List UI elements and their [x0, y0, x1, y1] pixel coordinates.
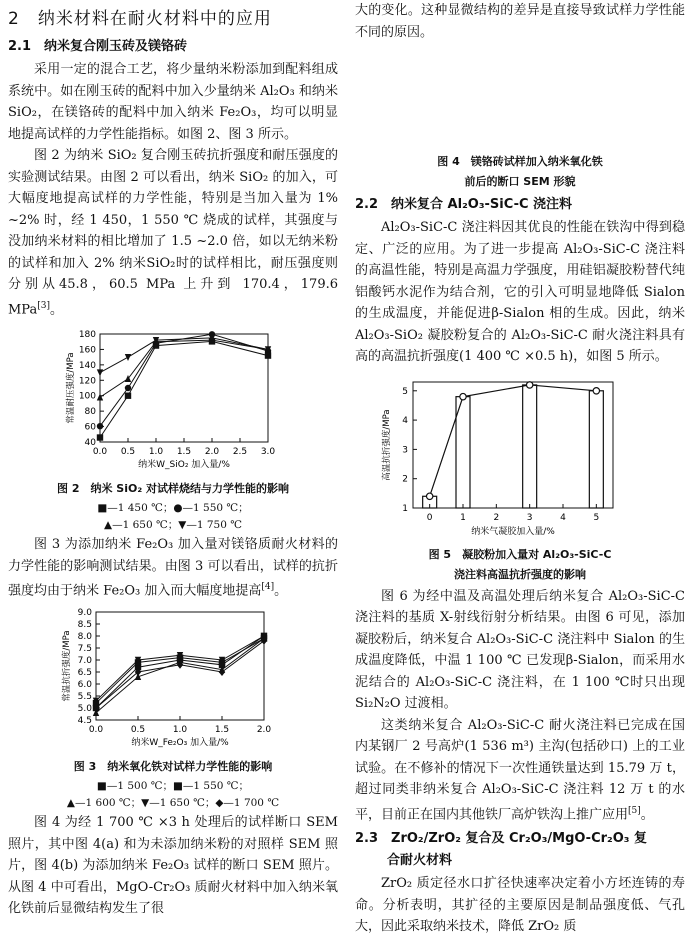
paragraph-8: 这类纳米复合 Al₂O₃-SiC-C 耐火浇注料已完成在国内某钢厂 2 号高炉(1 536 m³) 主沟(包括砂口) 上的工业试验。在不修补的情况下一次性通铁量达到 15.79 万 t，超过同类非纳米复合 Al₂O₃-SiC-C 浇注料 12 万 t 的水平，目前正在国内其他铁厂高炉铁沟上推广应用[5]。: [355, 717, 685, 822]
y-tick-label: 4.5: [77, 716, 92, 727]
paragraph-6: Al₂O₃-SiC-C 浇注料因其优良的性能在铁沟中得到稳定、广泛的应用。为了进一步提高 Al₂O₃-SiC-C 浇注料的高温性能，特别是高温力学强度，用硅铝凝胶粉替代纯铝酸钙水泥作为结合剂，它的引入可明显地降低 Sialon 的生成温度，并能促进β-Sialon 相的生成。因此，纳米 Al₂O₃-SiO₂ 凝胶粉复合的 Al₂O₃-SiC-C 耐火浇注料具有高的高温抗折强度(1 400 ℃ ×0.5 h)，如图 5 所示。: [355, 220, 685, 364]
x-tick-label: 0.0: [92, 447, 108, 458]
figure-4-caption-line1: 图 4 镁铬砖试样加入纳米氧化铁: [437, 155, 603, 168]
right-column: [355, 0, 685, 938]
figure-5-chart: [355, 374, 685, 544]
series-0: [93, 633, 267, 711]
y-axis-label: 高温抗折强度/MPa: [382, 408, 392, 481]
paragraph-4: 图 4 为经 1 700 ℃ ×3 h 处理后的试样断口 SEM 照片，其中图 4(a) 和为未添加纳米粉的对照样 SEM 照片，图 4(b) 为添加纳米 Fe₂O₃ 试样的断口 SEM 照片。从图 4 中可看出，MgO-Cr₂O₃ 质耐火材料中加入纳米氧化铁前后显微结构发生了很: [8, 815, 338, 917]
figure-3-caption: 图 3 纳米氧化铁对试样力学性能的影响: [73, 760, 273, 774]
series-2: [93, 635, 267, 716]
x-tick-label: 2.5: [232, 447, 248, 458]
y-axis-label: 常温抗折强度/MPa: [62, 630, 72, 702]
figure-2-legend-line1: ■—1 450 ℃；●—1 550 ℃；: [97, 502, 249, 515]
y-tick-label: 40: [84, 438, 96, 449]
data-point: [97, 370, 103, 377]
bar: [589, 390, 603, 507]
figure-2-legend-line2: ▲—1 650 ℃；▼—1 750 ℃: [104, 519, 242, 532]
paragraph-2: 图 2 为纳米 SiO₂ 复合刚玉砖抗折强度和耐压强度的实验测试结果。由图 2 可以看出，纳米 SiO₂ 的加入，可大幅度地提高试样的力学性能，特别是当加入量为 1% ~2% 时，经 1 450，1 550 ℃ 烧成的试样，其强度与没加纳米材料的相比增加了 1.5 ~2.0 倍，如以无纳米粉的试样和加入 2% 纳米SiO₂时的试样相比，耐压强度则分别从45.8，60.5 MPa 上升到 170.4，179.6 MPa[3]。: [8, 148, 338, 317]
data-point: [125, 393, 131, 399]
x-tick-label: 3: [526, 512, 533, 523]
figure-3-chart: [8, 606, 338, 756]
y-tick-label: 2: [402, 474, 408, 485]
reference-3[interactable]: [3]: [37, 300, 50, 311]
y-tick-label: 80: [84, 407, 96, 418]
x-tick-label: 2.0: [204, 447, 220, 458]
series-2: [97, 337, 271, 401]
y-tick-label: 140: [78, 361, 96, 372]
figure-2-chart: [8, 328, 338, 478]
y-tick-label: 8.0: [77, 632, 92, 643]
subsection-heading-2-1: 2.1 纳米复合刚玉砖及镁铬砖: [8, 39, 188, 54]
subsection-heading-2-3-line1: 2.3 ZrO₂/ZrO₂ 复合及 Cr₂O₃/MgO-Cr₂O₃ 复: [355, 831, 647, 847]
section-heading: 2 纳米材料在耐火材料中的应用: [8, 9, 272, 29]
figure-2-caption: 图 2 纳米 SiO₂ 对试样烧结与力学性能的影响: [56, 482, 289, 496]
data-point: [460, 393, 466, 399]
figure-5-caption-line2: 浇注料高温抗折强度的影响: [454, 567, 586, 581]
y-tick-label: 120: [78, 376, 96, 387]
x-axis-label: 纳米气凝胶加入量/%: [471, 526, 555, 537]
series-0: [97, 339, 271, 442]
x-tick-label: 0.5: [130, 725, 146, 736]
bar: [523, 384, 537, 507]
x-tick-label: 1.5: [214, 725, 230, 736]
x-tick-label: 0.5: [120, 447, 136, 458]
y-tick-label: 5.0: [77, 704, 92, 715]
x-tick-label: 2.0: [256, 725, 272, 736]
y-tick-label: 6.5: [77, 668, 92, 679]
x-tick-label: 5: [593, 512, 600, 523]
series-4: [93, 637, 267, 712]
x-tick-label: 1.0: [148, 447, 164, 458]
x-axis-label: 纳米W_Fe₂O₃ 加入量/%: [131, 738, 229, 749]
data-point: [97, 394, 103, 401]
figure-3-legend-line1: ■—1 500 ℃；■—1 550 ℃；: [96, 780, 250, 793]
y-tick-label: 3: [402, 444, 408, 455]
paragraph-3: 图 3 为添加纳米 Fe₂O₃ 加入量对镁铬质耐火材料的力学性能的影响测试结果。由图 3 可以看出，试样的抗折强度均由于纳米 Fe₂O₃ 加入而大幅度地提高[4]。: [8, 537, 338, 599]
y-tick-label: 60: [84, 422, 96, 433]
data-point: [526, 381, 532, 387]
reference-5[interactable]: [5]: [628, 805, 641, 816]
data-point: [97, 435, 103, 441]
figure-4-sem-placeholder: [355, 43, 685, 151]
y-tick-label: 180: [78, 330, 96, 341]
x-tick-label: 0.0: [88, 725, 104, 736]
x-tick-label: 1: [460, 512, 466, 523]
series-line: [96, 639, 264, 704]
x-tick-label: 4: [560, 512, 566, 523]
x-tick-label: 3.0: [260, 447, 276, 458]
x-tick-label: 1.5: [176, 447, 192, 458]
paragraph-1: 采用一定的混合工艺，将少量纳米粉添加到配料组成系统中。如在刚玉砖的配料中加入少量纳米 Al₂O₃ 和纳米 SiO₂，在镁铬砖的配料中加入纳米 Fe₂O₃，均可以明显地提高试样的力学性能指标。如图 2、图 3 所示。: [8, 62, 338, 142]
x-tick-label: 0: [426, 512, 433, 523]
y-tick-label: 5: [402, 386, 408, 397]
series-1: [93, 635, 267, 706]
series-line: [430, 384, 597, 495]
paragraph-5: 大的变化。这种显微结构的差异是直接导致试样力学性能不同的原因。: [355, 3, 685, 40]
x-axis-label: 纳米W_SiO₂ 加入量/%: [138, 460, 230, 471]
y-tick-label: 5.5: [77, 692, 92, 703]
figure-4-caption-line2: 前后的断口 SEM 形貌: [464, 175, 576, 188]
figure-5-caption-line1: 图 5 凝胶粉加入量对 Al₂O₃-SiC-C: [428, 547, 612, 561]
x-tick-label: 1.0: [172, 725, 188, 736]
bar: [456, 396, 470, 507]
y-tick-label: 100: [78, 392, 96, 403]
y-tick-label: 1: [402, 503, 408, 514]
y-tick-label: 4: [402, 415, 408, 426]
y-tick-label: 8.5: [77, 620, 92, 631]
data-point: [426, 493, 432, 499]
data-point: [97, 423, 103, 429]
data-point: [593, 387, 599, 393]
left-column: [8, 0, 338, 920]
paragraph-7: 图 6 为经中温及高温处理后纳米复合 Al₂O₃-SiC-C 浇注料的基质 X-射线衍射分析结果。由图 6 可见，添加凝胶粉后，纳米复合 Al₂O₃-SiC-C 浇注料中 Sialon 的生成温度降低，中温 1 100 ℃ 已发现β-Sialon，而采用水泥结合的 Al₂O₃-SiC-C 浇注料，在 1 100 ℃时只出现 Si₂N₂O 过渡相。: [355, 588, 685, 711]
y-tick-label: 7.0: [77, 656, 92, 667]
y-tick-label: 9.0: [77, 608, 92, 619]
subsection-heading-2-2: 2.2 纳米复合 Al₂O₃-SiC-C 浇注料: [355, 197, 573, 212]
subsection-heading-2-3-line2: 合耐火材料: [387, 853, 453, 869]
data-point: [125, 354, 131, 361]
x-tick-label: 2: [493, 512, 500, 523]
series-line: [96, 636, 264, 708]
reference-4[interactable]: [4]: [261, 582, 275, 593]
plot-frame: [413, 382, 613, 508]
series-line: [96, 639, 264, 713]
y-tick-label: 7.5: [77, 644, 92, 655]
series-0: [423, 381, 604, 507]
y-tick-label: 160: [78, 345, 96, 356]
figure-3-legend-line2: ▲—1 600 ℃；▼—1 650 ℃；◆—1 700 ℃: [66, 797, 280, 810]
y-tick-label: 6.0: [77, 680, 92, 691]
data-point: [125, 385, 131, 391]
y-axis-label: 常温耐压强度/MPa: [66, 352, 76, 424]
paragraph-9: ZrO₂ 质定径水口扩径快速率决定着小方坯连铸的寿命。分析表明，其扩径的主要原因是制品强度低、气孔大，因此采取纳米技术，降低 ZrO₂ 质: [355, 876, 685, 935]
